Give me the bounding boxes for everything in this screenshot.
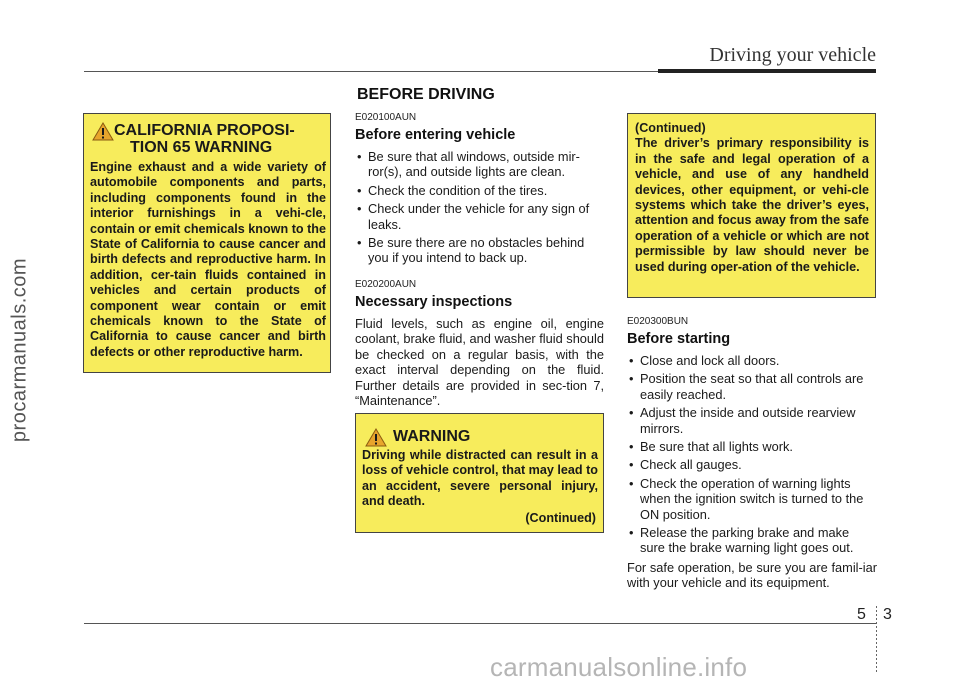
continued-warning-body: The driver’s primary responsibility is in the safe and legal operation of a vehicle, and use of any handheld devices, other equipment, or vehi-cle systems which take the driver’s eyes, attention and focus away from the safe operation of a vehicle or which are not permissible by law should never be used during oper-ation of the vehicle. — [635, 136, 869, 274]
section-code: E020200AUN — [355, 279, 417, 290]
list-item: • Adjust the inside and outside rearview mirrors. — [627, 405, 877, 436]
warning-triangle-icon — [92, 122, 114, 141]
bottom-watermark: carmanualsonline.info — [490, 652, 748, 682]
section-body: Fluid levels, such as engine oil, engine coolant, brake fluid, and washer fluid should be checked on a regular basis, with the exact interval depending on the fluid. Further details are provided in sec-tion 7, “Maintenance”. — [355, 316, 604, 409]
section-heading: Necessary inspections — [355, 294, 513, 310]
before-starting-section — [627, 316, 877, 591]
warning-triangle-icon — [365, 428, 387, 447]
list-item: • Be sure there are no obstacles behind you if you intend to back up. — [355, 235, 604, 266]
california-warning-body: Engine exhaust and a wide variety of automobile components and parts, including components found in the interior furnishings in a vehi-cle, contain or emit chemicals known to the State of California to cause cancer and birth defects and reproductive harm. In addition, cer-tain fluids contained in vehicles and certain products of component wear contain or emit chemicals known to the State of California to cause cancer and birth defects or other reproductive harm. — [90, 160, 326, 359]
continued-label: (Continued) — [635, 121, 706, 135]
page-heading: BEFORE DRIVING — [357, 86, 495, 103]
chapter-number: 5 — [857, 606, 866, 623]
continued-label: (Continued) — [525, 511, 596, 525]
list-item: • Be sure that all windows, outside mir-ror(s), and outside lights are clean. — [355, 149, 604, 180]
inspections-section — [355, 279, 604, 408]
list-item: • Close and lock all doors. — [627, 353, 877, 368]
california-title-line1: CALIFORNIA PROPOSI- — [114, 122, 295, 139]
bullet-list — [627, 353, 877, 556]
section-code: E020100AUN — [355, 112, 417, 123]
page-number: 3 — [883, 606, 892, 623]
closing-note: For safe operation, be sure you are famil-iar with your vehicle and its equipment. — [627, 559, 877, 591]
list-item: • Check the operation of warning lights when the ignition switch is turned to the ON position. — [627, 476, 877, 522]
footer-divider — [84, 623, 876, 624]
list-item: • Release the parking brake and make sure the brake warning light goes out. — [627, 525, 877, 556]
section-heading: Before entering vehicle — [355, 127, 516, 143]
section-code: E020300BUN — [627, 316, 689, 327]
before-entering-section — [355, 112, 604, 269]
distracted-driving-warning-box — [355, 413, 604, 533]
section-title: Driving your vehicle — [709, 44, 876, 66]
header-divider-bold — [658, 69, 876, 73]
header-divider — [84, 71, 658, 72]
list-item: • Position the seat so that all controls are easily reached. — [627, 371, 877, 402]
california-title-line2: TION 65 WARNING — [130, 139, 273, 156]
list-item: • Be sure that all lights work. — [627, 439, 877, 454]
warning-body: Driving while distracted can result in a loss of vehicle control, that may lead to an accident, severe personal injury, and death. — [362, 448, 598, 509]
section-heading: Before starting — [627, 331, 731, 347]
california-warning-title — [114, 122, 295, 156]
bullet-list — [355, 149, 604, 266]
california-warning-box — [83, 113, 331, 373]
list-item: • Check all gauges. — [627, 457, 877, 472]
continued-warning-box — [627, 113, 876, 298]
side-watermark: procarmanuals.com — [8, 257, 31, 443]
list-item: • Check under the vehicle for any sign of leaks. — [355, 201, 604, 232]
continued-warning-content — [635, 121, 869, 275]
warning-title: WARNING — [393, 428, 471, 445]
list-item: • Check the condition of the tires. — [355, 183, 604, 198]
page-number-separator — [876, 606, 877, 672]
